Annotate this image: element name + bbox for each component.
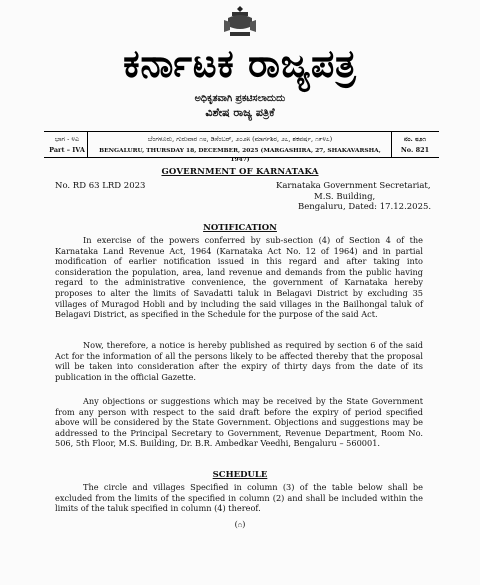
info-bar-bottom-rule bbox=[44, 157, 439, 158]
page-number: (೧) bbox=[234, 520, 246, 529]
info-bar-divider bbox=[87, 131, 88, 157]
address-line: Karnataka Government Secretariat, bbox=[276, 181, 431, 191]
state-emblem-icon bbox=[218, 4, 262, 38]
info-bar-number-kannada: ನಂ. ೮೨೧ bbox=[404, 135, 426, 143]
address-line: M.S. Building, bbox=[314, 191, 376, 202]
address-line: Bengaluru, Dated: 17.12.2025. bbox=[298, 202, 432, 212]
paragraph-4: The circle and villages Specified in column (3) of the table below shall be excluded from the limits of the specified in column (2) and shall be included within the limits of the taluk specified in column (4) thereof. bbox=[55, 482, 423, 514]
issuing-address bbox=[276, 181, 431, 213]
info-bar-number-english: No. 821 bbox=[400, 146, 430, 154]
info-bar-date-kannada: ಬೆಂಗಳೂರು, ಗುರುವಾರ ೧೮, ಡಿಸೆಂಬರ್, ೨೦೨೫ (ಮಾರ್ಗಶಿರ, ೨೭, ಶಕವರ್ಷ, ೧೯೪೭) bbox=[147, 135, 333, 143]
schedule-heading: SCHEDULE bbox=[212, 470, 268, 480]
paragraph-3: Any objections or suggestions which may be received by the State Government from any person with respect to the said draft before the expiry of period specified above will be considered by the State Government. Objections and suggestions may be addressed to the Principal Secretary to Government, Revenue Department, Room No. 506, 5th Floor, M.S. Building, Dr. B.R. Ambedkar Veedhi, Bengaluru – 560001. bbox=[55, 396, 423, 449]
info-bar-part-english: Part – IVA bbox=[49, 146, 85, 154]
masthead-subtitle-1: ಅಧಿಕೃತವಾಗಿ ಪ್ರಕಟಿಸಲಾದುದು bbox=[194, 93, 286, 104]
info-bar-top-rule bbox=[44, 131, 439, 132]
government-heading: GOVERNMENT OF KARNATAKA bbox=[161, 167, 319, 177]
info-bar-date-english: BENGALURU, THURSDAY 18, DECEMBER, 2025 (MARGASHIRA, 27, SHAKAVARSHA, 1947) bbox=[99, 147, 381, 163]
paragraph-1: In exercise of the powers conferred by sub-section (4) of Section 4 of the Karnataka Land Revenue Act, 1964 (Karnataka Act No. 12 of 1964) and in partial modification of earlier notification issued in this regard and after taking into consideration the population, area, land revenue and demands from the public having regard to the administrative convenience, the government of Karnataka hereby proposes to alter the limits of Savadatti taluk in Belagavi District by excluding 35 villages of Muragod Hobli and by including the said villages in the Bailhongal taluk of Belagavi District, as specified in the Schedule for the purpose of the said Act. bbox=[55, 235, 423, 320]
info-bar-part-kannada: ಭಾಗ - ೪ಎ bbox=[54, 135, 80, 143]
paragraph-2: Now, therefore, a notice is hereby published as required by section 6 of the said Act for the information of all the persons likely to be affected thereby that the proposal will be taken into consideration after the expiry of thirty days from the date of its publication in the official Gazette. bbox=[55, 340, 423, 382]
info-bar-divider bbox=[391, 131, 392, 157]
masthead-subtitle-2: ವಿಶೇಷ ರಾಜ್ಯ ಪತ್ರಿಕೆ bbox=[205, 106, 275, 119]
gazette-masthead-title: ಕರ್ನಾಟಕ ರಾಜ್ಯಪತ್ರ bbox=[123, 42, 357, 86]
notification-heading: NOTIFICATION bbox=[203, 223, 277, 233]
reference-number: No. RD 63 LRD 2023 bbox=[55, 181, 146, 191]
